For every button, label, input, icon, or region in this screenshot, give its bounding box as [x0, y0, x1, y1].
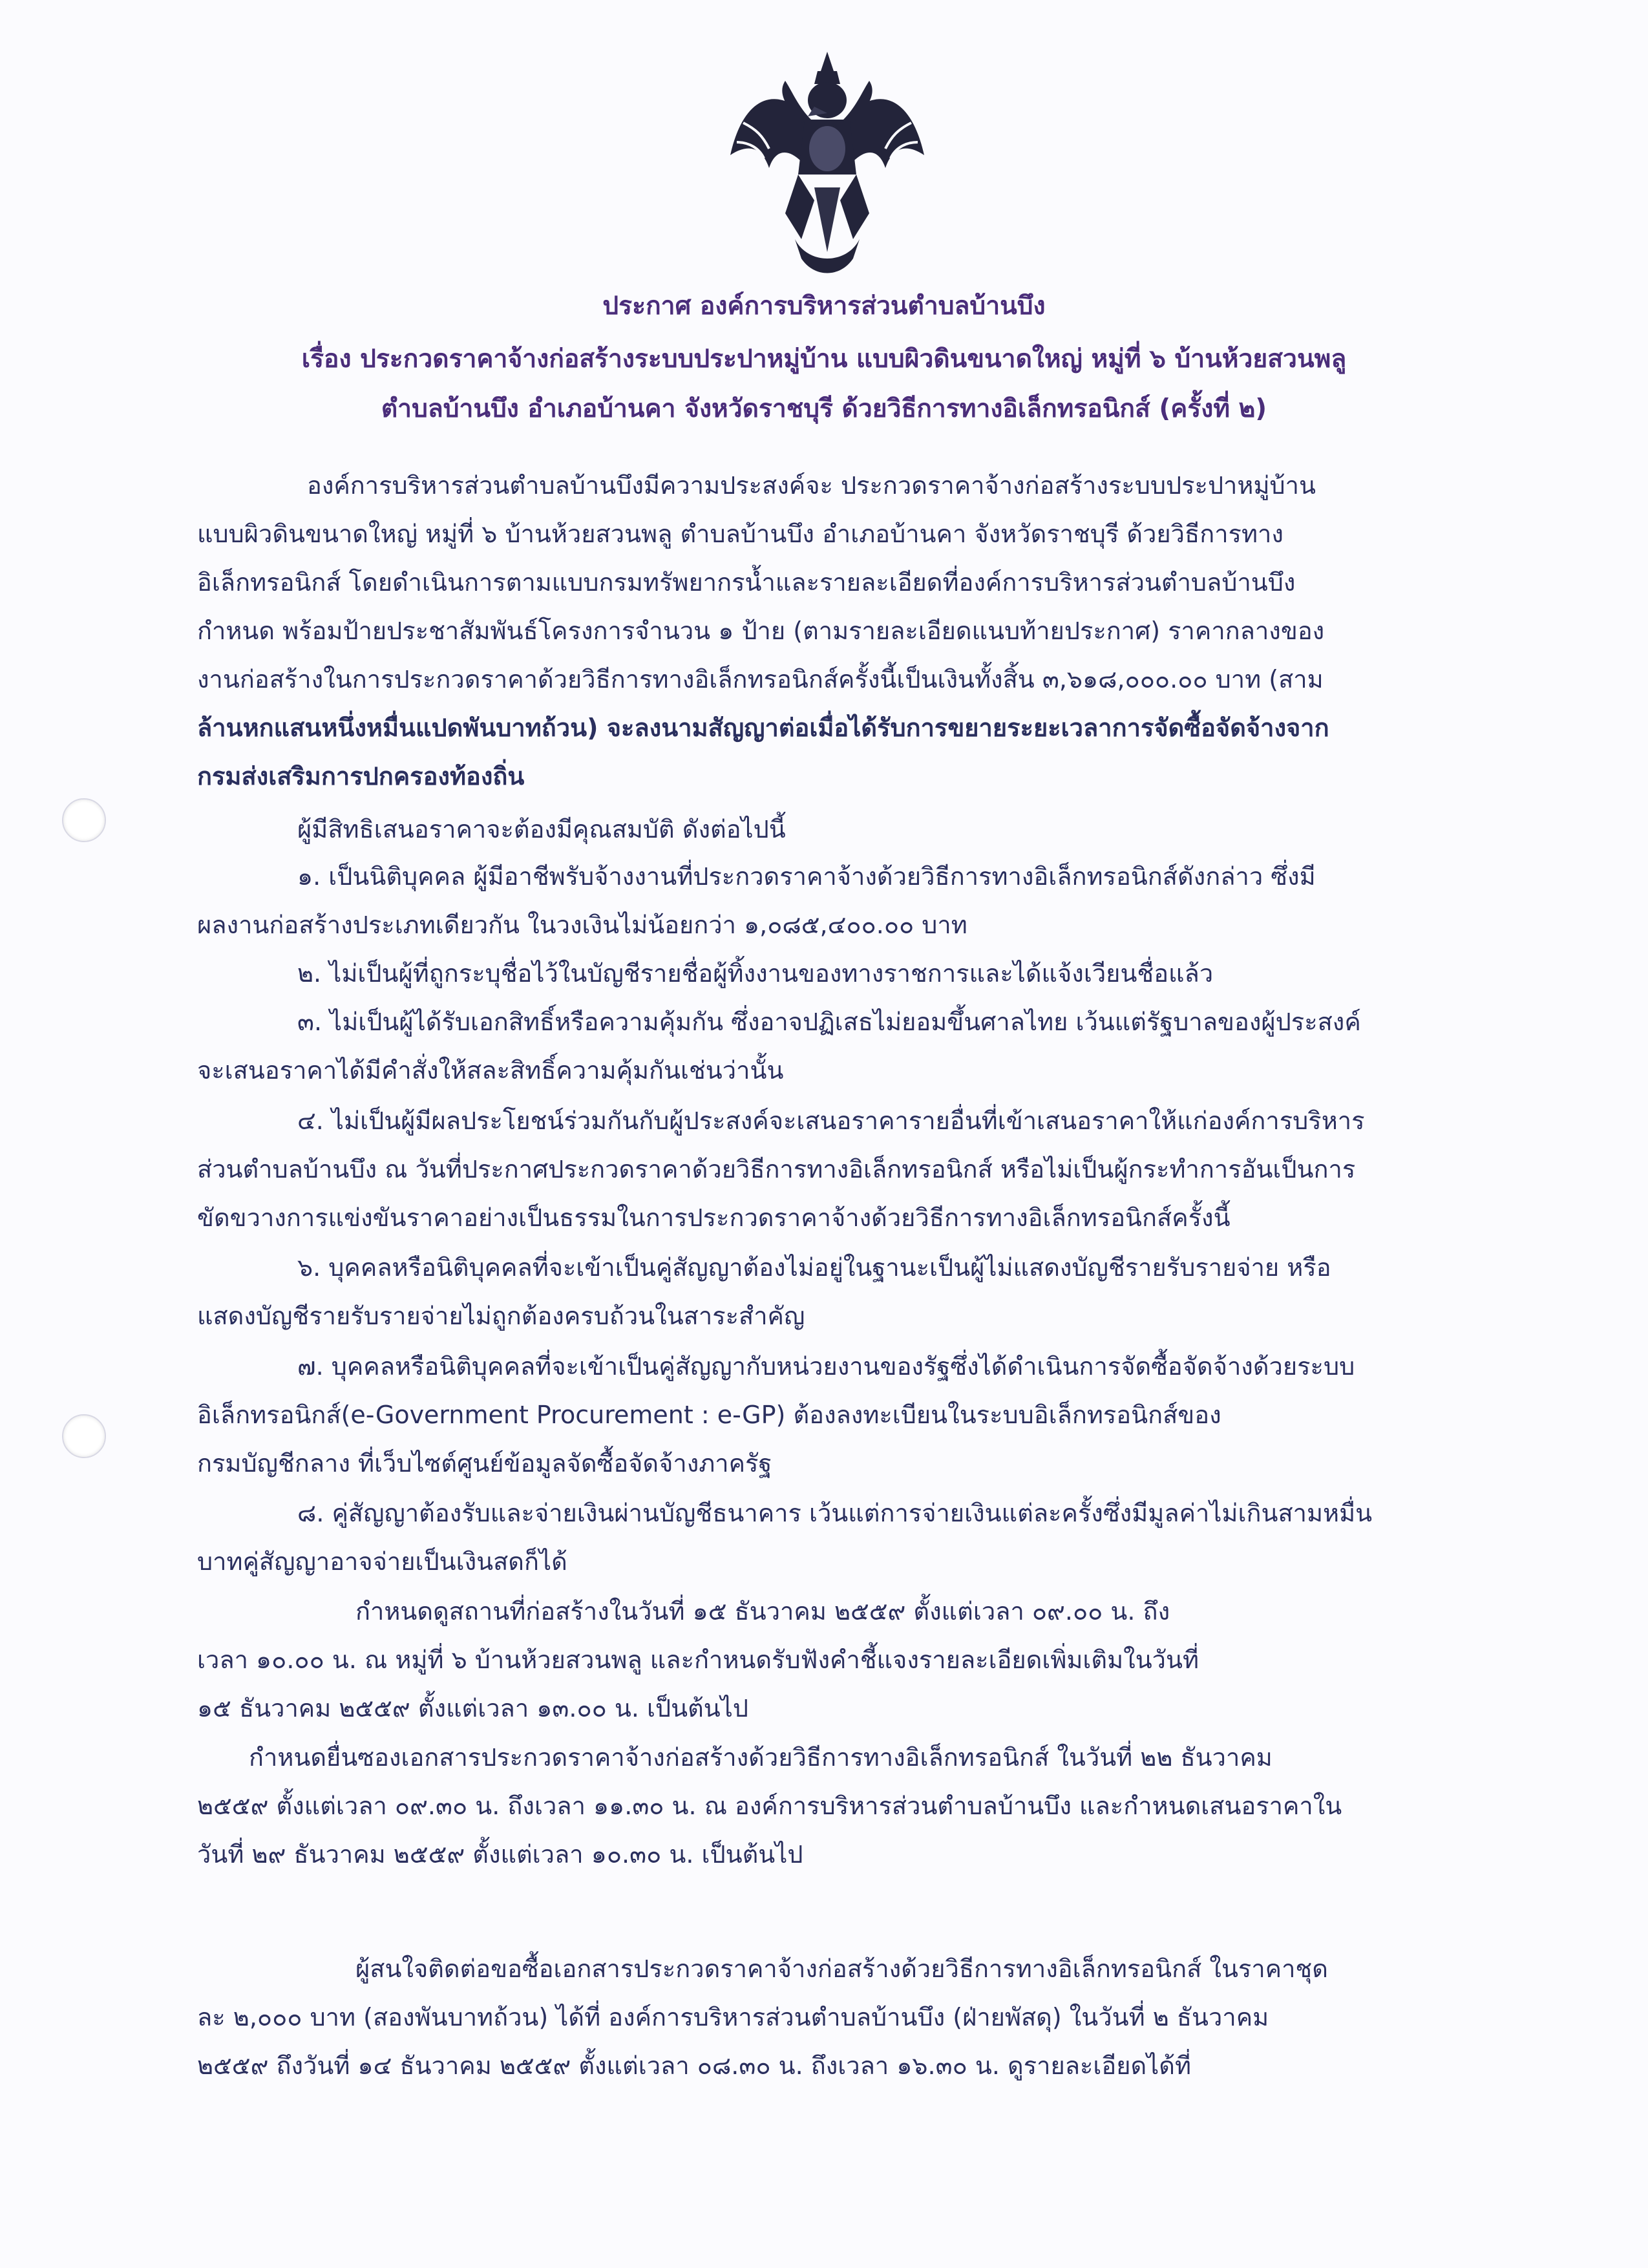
qualification-item: จะเสนอราคาได้มีคำสั่งให้สละสิทธิ์ความคุ้มกันเช่นว่านั้น	[197, 1056, 784, 1085]
qualification-item: ขัดขวางการแข่งขันราคาอย่างเป็นธรรมในการประกวดราคาจ้างด้วยวิธีการทางอิเล็กทรอนิกส์ครั้งนี้	[197, 1203, 1231, 1232]
submission-line: ๒๕๕๙ ตั้งแต่เวลา ๐๙.๓๐ น. ถึงเวลา ๑๑.๓๐ น. ณ องค์การบริหารส่วนตำบลบ้านบึง และกำหนดเสนอราคาใน	[197, 1792, 1342, 1820]
paragraph-line: องค์การบริหารส่วนตำบลบ้านบึงมีความประสงค์จะ ประกวดราคาจ้างก่อสร้างระบบประปาหมู่บ้าน	[307, 471, 1316, 500]
garuda-emblem-icon	[724, 45, 931, 284]
qualification-item: แสดงบัญชีรายรับรายจ่ายไม่ถูกต้องครบถ้วนในสาระสำคัญ	[197, 1302, 805, 1330]
submission-line: กำหนดยื่นซองเอกสารประกวดราคาจ้างก่อสร้างด้วยวิธีการทางอิเล็กทรอนิกส์ ในวันที่ ๒๒ ธันวาคม	[249, 1743, 1273, 1772]
qualification-item: ๑. เป็นนิติบุคคล ผู้มีอาชีพรับจ้างงานที่ประกวดราคาจ้างด้วยวิธีการทางอิเล็กทรอนิกส์ดังกล่าว ซึ่งมี	[297, 862, 1316, 891]
qualification-item: ส่วนตำบลบ้านบึง ณ วันที่ประกาศประกวดราคาด้วยวิธีการทางอิเล็กทรอนิกส์ หรือไม่เป็นผู้กระทำการอันเป็นการ	[197, 1155, 1356, 1183]
announcement-subject-cont: ตำบลบ้านบึง อำเภอบ้านคา จังหวัดราชบุรี ด้วยวิธีการทางอิเล็กทรอนิกส์ (ครั้งที่ ๒)	[381, 394, 1267, 423]
punch-hole-bottom	[62, 1414, 106, 1458]
contact-line: ผู้สนใจติดต่อขอซื้อเอกสารประกวดราคาจ้างก่อสร้างด้วยวิธีการทางอิเล็กทรอนิกส์ ในราคาชุด	[355, 1955, 1328, 1983]
site-visit-line: ๑๕ ธันวาคม ๒๕๕๙ ตั้งแต่เวลา ๑๓.๐๐ น. เป็นต้นไป	[197, 1694, 749, 1722]
submission-line: วันที่ ๒๙ ธันวาคม ๒๕๕๙ ตั้งแต่เวลา ๑๐.๓๐ น. เป็นต้นไป	[197, 1840, 803, 1869]
contact-line: ๒๕๕๙ ถึงวันที่ ๑๔ ธันวาคม ๒๕๕๙ ตั้งแต่เวลา ๐๘.๓๐ น. ถึงเวลา ๑๖.๓๐ น. ดูรายละเอียดได้ที่	[197, 2051, 1191, 2080]
site-visit-line: กำหนดดูสถานที่ก่อสร้างในวันที่ ๑๕ ธันวาคม ๒๕๕๙ ตั้งแต่เวลา ๐๙.๐๐ น. ถึง	[355, 1597, 1170, 1626]
punch-hole-top	[62, 798, 106, 842]
qualification-item: กรมบัญชีกลาง ที่เว็บไซต์ศูนย์ข้อมูลจัดซื้อจัดจ้างภาครัฐ	[197, 1449, 772, 1478]
qualification-item: อิเล็กทรอนิกส์(e-Government Procurement : e-GP) ต้องลงทะเบียนในระบบอิเล็กทรอนิกส์ของ	[197, 1401, 1221, 1429]
qualification-item: ๘. คู่สัญญาต้องรับและจ่ายเงินผ่านบัญชีธนาคาร เว้นแต่การจ่ายเงินแต่ละครั้งซึ่งมีมูลค่าไม่เกินสามหมื่น	[297, 1499, 1373, 1527]
qualification-item: ๖. บุคคลหรือนิติบุคคลที่จะเข้าเป็นคู่สัญญาต้องไม่อยู่ในฐานะเป็นผู้ไม่แสดงบัญชีรายรับรายจ่าย หรือ	[297, 1253, 1331, 1282]
paragraph-line: กรมส่งเสริมการปกครองท้องถิ่น	[197, 762, 525, 790]
qualification-item: บาทคู่สัญญาอาจจ่ายเป็นเงินสดก็ได้	[197, 1547, 567, 1576]
announcement-subject: เรื่อง ประกวดราคาจ้างก่อสร้างระบบประปาหมู่บ้าน แบบผิวดินขนาดใหญ่ หมู่ที่ ๖ บ้านห้วยสวนพลู	[301, 344, 1347, 374]
qualification-item: ผลงานก่อสร้างประเภทเดียวกัน ในวงเงินไม่น้อยกว่า ๑,๐๘๕,๔๐๐.๐๐ บาท	[197, 911, 967, 939]
paragraph-line: ล้านหกแสนหนึ่งหมื่นแปดพันบาทถ้วน) จะลงนามสัญญาต่อเมื่อได้รับการขยายระยะเวลาการจัดซื้อจัดจ้างจาก	[197, 714, 1329, 742]
paragraph-line: งานก่อสร้างในการประกวดราคาด้วยวิธีการทางอิเล็กทรอนิกส์ครั้งนี้เป็นเงินทั้งสิ้น ๓,๖๑๘,๐๐๐.๐๐ บาท (สาม	[197, 665, 1324, 694]
contact-line: ละ ๒,๐๐๐ บาท (สองพันบาทถ้วน) ได้ที่ องค์การบริหารส่วนตำบลบ้านบึง (ฝ่ายพัสดุ) ในวันที่ ๒ ธันวาคม	[197, 2003, 1269, 2031]
paragraph-line: อิเล็กทรอนิกส์ โดยดำเนินการตามแบบกรมทรัพยากรน้ำและรายละเอียดที่องค์การบริหารส่วนตำบลบ้านบึง	[197, 568, 1296, 597]
qualification-item: ๗. บุคคลหรือนิติบุคคลที่จะเข้าเป็นคู่สัญญากับหน่วยงานของรัฐซึ่งได้ดำเนินการจัดซื้อจัดจ้างด้วยระบบ	[297, 1352, 1355, 1381]
paragraph-line: กำหนด พร้อมป้ายประชาสัมพันธ์โครงการจำนวน ๑ ป้าย (ตามรายละเอียดแนบท้ายประกาศ) ราคากลางของ	[197, 617, 1325, 645]
qualifications-intro: ผู้มีสิทธิเสนอราคาจะต้องมีคุณสมบัติ ดังต่อไปนี้	[297, 815, 786, 843]
announcement-title: ประกาศ องค์การบริหารส่วนตำบลบ้านบึง	[602, 291, 1046, 321]
qualification-item: ๓. ไม่เป็นผู้ได้รับเอกสิทธิ์หรือความคุ้มกัน ซึ่งอาจปฏิเสธไม่ยอมขึ้นศาลไทย เว้นแต่รัฐบาลของผู้ประสงค์	[297, 1008, 1361, 1036]
site-visit-line: เวลา ๑๐.๐๐ น. ณ หมู่ที่ ๖ บ้านห้วยสวนพลู และกำหนดรับฟังคำชี้แจงรายละเอียดเพิ่มเติมในวันที่	[197, 1646, 1199, 1674]
paragraph-line: แบบผิวดินขนาดใหญ่ หมู่ที่ ๖ บ้านห้วยสวนพลู ตำบลบ้านบึง อำเภอบ้านคา จังหวัดราชบุรี ด้วยวิธีการทาง	[197, 520, 1284, 548]
qualification-item: ๔. ไม่เป็นผู้มีผลประโยชน์ร่วมกันกับผู้ประสงค์จะเสนอราคารายอื่นที่เข้าเสนอราคาให้แก่องค์การบริหาร	[297, 1107, 1365, 1135]
qualification-item: ๒. ไม่เป็นผู้ที่ถูกระบุชื่อไว้ในบัญชีรายชื่อผู้ทิ้งงานของทางราชการและได้แจ้งเวียนชื่อแล้ว	[297, 959, 1214, 988]
